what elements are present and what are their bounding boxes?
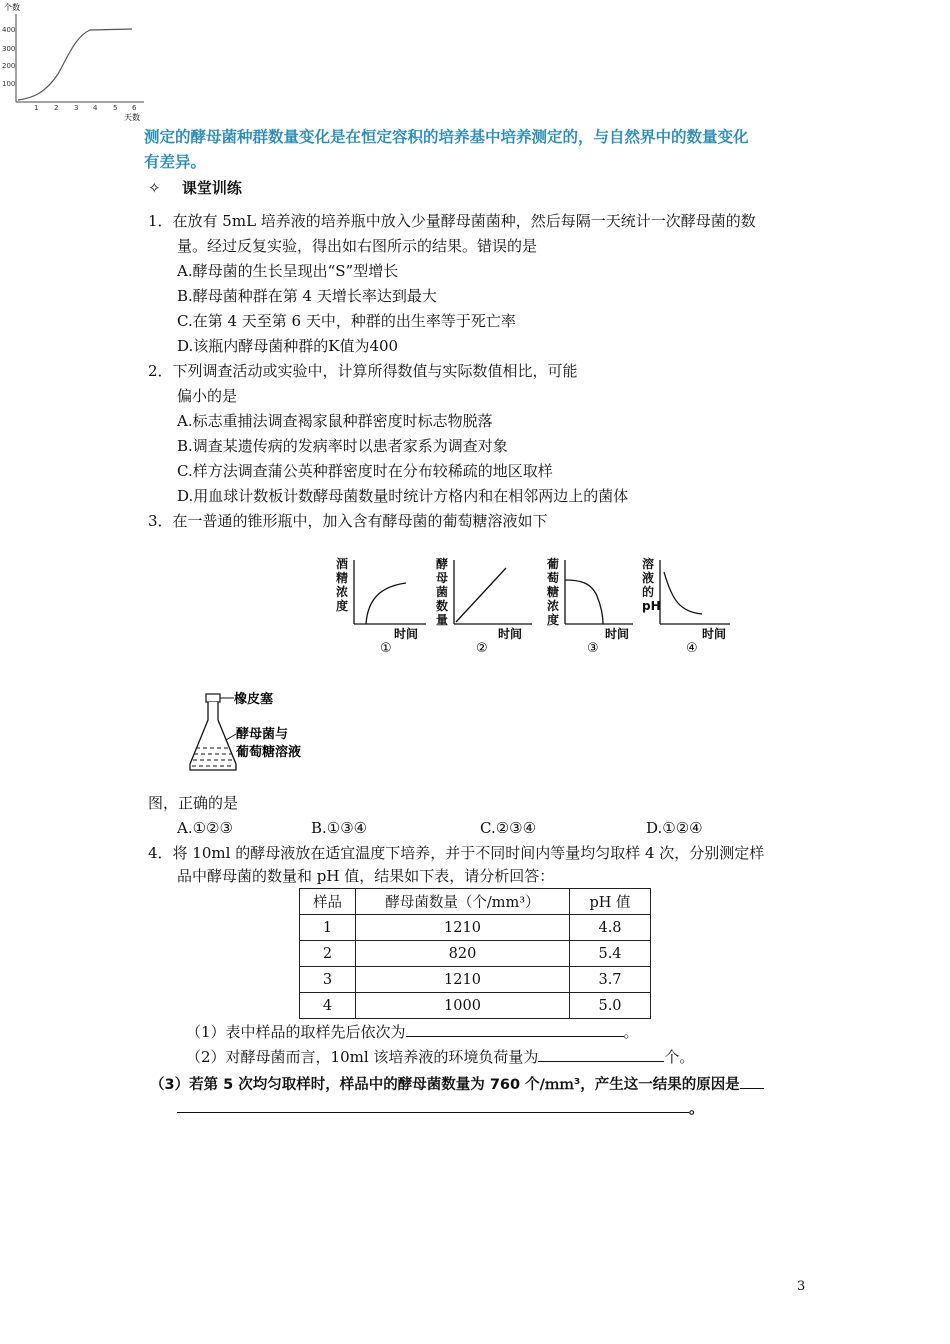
q3-option-c: C.②③④ (480, 819, 537, 837)
q3-option-a: A.①②③ (177, 819, 233, 837)
flask-diagram (186, 690, 316, 776)
svg-text:液: 液 (642, 571, 655, 585)
q3-option-d: D.①②④ (646, 819, 703, 837)
svg-text:时间: 时间 (498, 627, 523, 641)
svg-text:6: 6 (132, 104, 137, 112)
svg-text:精: 精 (336, 571, 349, 585)
q1-option-d: D.该瓶内酵母菌种群的K值为400 (177, 337, 399, 355)
svg-text:时间: 时间 (605, 627, 630, 641)
q4-sub1-end: 。 (623, 1023, 639, 1041)
top-chart-x-ticks (34, 104, 137, 112)
answer-blank-3b[interactable] (177, 1097, 689, 1113)
svg-text:酵: 酵 (436, 557, 449, 571)
q4-sub3-line2 (177, 1097, 704, 1118)
table-cell: 820 (356, 941, 570, 967)
svg-text:浓: 浓 (336, 585, 349, 599)
table-row (300, 967, 651, 993)
svg-text:4: 4 (93, 104, 98, 112)
answer-blank-1[interactable] (406, 1021, 624, 1037)
diamond-icon: ✧ (148, 179, 161, 197)
s-curve (18, 29, 132, 100)
svg-text:菌: 菌 (436, 585, 449, 599)
q4-sub2 (186, 1046, 694, 1067)
svg-text:④: ④ (686, 641, 698, 656)
table-cell: 3 (300, 967, 356, 993)
q2-option-a: A.标志重捕法调查褐家鼠种群密度时标志物脱落 (177, 412, 493, 430)
svg-text:pH: pH (642, 599, 661, 613)
top-chart-y-ticks (2, 26, 15, 88)
q2-option-d: D.用血球计数板计数酵母菌数量时统计方格内和在相邻两边上的菌体 (177, 487, 629, 505)
q4-sub3-text: （3）若第 5 次均匀取样时，样品中的酵母菌数量为 760 个/ｍｍ³，产生这一结果的原因是 (150, 1077, 740, 1093)
q4-stem-line1: 4．将 10ml 的酵母液放在适宜温度下培养，并于不同时间内等量均匀取样 4 次，分别测定样 (148, 844, 765, 862)
table-header-cell: pH 值 (570, 889, 651, 915)
svg-text:溶: 溶 (642, 557, 655, 571)
q4-sub3 (150, 1073, 764, 1095)
answer-blank-2[interactable] (538, 1046, 664, 1062)
q4-sub1 (186, 1021, 639, 1042)
q4-sub2-text: （2）对酵母菌而言，10ml 该培养液的环境负荷量为 (186, 1048, 539, 1066)
table-cell: 1210 (356, 915, 570, 941)
table-header-row (300, 889, 651, 915)
svg-text:400: 400 (2, 26, 16, 34)
svg-text:数: 数 (436, 599, 449, 613)
table-cell: 1000 (356, 993, 570, 1019)
q1-option-c: C.在第 4 天至第 6 天中，种群的出生率等于死亡率 (177, 312, 516, 330)
q3-graph-1 (332, 556, 432, 656)
q1-stem-line2: 量。经过反复实验，得出如右图所示的结果。错误的是 (177, 237, 538, 255)
svg-text:3: 3 (74, 104, 79, 112)
section-title (148, 178, 242, 198)
q4-sub1-text: （1）表中样品的取样先后依次为 (186, 1023, 406, 1041)
svg-text:酒: 酒 (336, 557, 349, 571)
svg-text:1: 1 (34, 104, 39, 112)
q3-graph-2 (432, 556, 542, 656)
table-cell: 5.0 (570, 993, 651, 1019)
q3-tail: 图，正确的是 (148, 794, 239, 812)
svg-text:③: ③ (587, 641, 599, 656)
table-row (300, 915, 651, 941)
svg-text:萄: 萄 (547, 571, 560, 585)
q1-option-b: B.酵母菌种群在第 4 天增长率达到最大 (177, 287, 437, 305)
q1-stem-line1: 1．在放有 5mL 培养液的培养瓶中放入少量酵母菌菌种，然后每隔一天统计一次酵母菌的数 (148, 212, 756, 230)
svg-text:度: 度 (547, 613, 560, 627)
q4-sub3-end: 。 (689, 1099, 705, 1117)
table-cell: 5.4 (570, 941, 651, 967)
q3-graph-4 (640, 556, 740, 656)
q4-sub2-end: 个。 (664, 1048, 695, 1066)
table-cell: 3.7 (570, 967, 651, 993)
q3-option-b: B.①③④ (311, 819, 368, 837)
svg-text:橡皮塞: 橡皮塞 (234, 692, 274, 707)
table-header-cell: 样品 (300, 889, 356, 915)
svg-text:浓: 浓 (547, 599, 560, 613)
table-header-cell: 酵母菌数量（个/mm³） (356, 889, 570, 915)
q2-option-c: C.样方法调查蒲公英种群密度时在分布较稀疏的地区取样 (177, 462, 553, 480)
q3-stem: 3．在一普通的锥形瓶中，加入含有酵母菌的葡萄糖溶液如下 (148, 512, 548, 530)
q4-stem-line2: 品中酵母菌的数量和 pH 值，结果如下表，请分析回答： (177, 867, 555, 885)
svg-text:100: 100 (2, 80, 16, 88)
svg-text:糖: 糖 (547, 585, 560, 599)
svg-text:的: 的 (642, 585, 655, 599)
q2-option-b: B.调查某遗传病的发病率时以患者家系为调查对象 (177, 437, 508, 455)
svg-text:①: ① (380, 641, 392, 656)
svg-text:300: 300 (2, 45, 16, 53)
table-cell: 4.8 (570, 915, 651, 941)
teal-note-line2: 有差异。 (144, 153, 207, 171)
top-growth-chart (0, 0, 150, 122)
answer-blank-3a[interactable] (740, 1073, 764, 1089)
table-cell: 1 (300, 915, 356, 941)
q2-stem-line2: 偏小的是 (177, 387, 238, 405)
section-title-text: 课堂训练 (181, 179, 242, 197)
svg-text:葡萄糖溶液: 葡萄糖溶液 (236, 745, 302, 760)
svg-text:时间: 时间 (394, 627, 419, 641)
svg-text:②: ② (476, 641, 488, 656)
table-cell: 2 (300, 941, 356, 967)
q1-option-a: A.酵母菌的生长呈现出“S”型增长 (177, 262, 399, 280)
svg-text:酵母菌与: 酵母菌与 (236, 727, 289, 742)
top-chart-x-label: 天数 (124, 113, 140, 122)
svg-text:量: 量 (436, 613, 449, 627)
top-chart-y-label: 个数 (4, 3, 20, 12)
table-row (300, 941, 651, 967)
svg-text:母: 母 (436, 571, 449, 585)
svg-text:200: 200 (2, 62, 16, 70)
svg-text:5: 5 (113, 104, 118, 112)
svg-text:度: 度 (336, 599, 349, 613)
q3-graph-3 (545, 556, 645, 656)
yeast-data-table (299, 888, 651, 1019)
svg-text:葡: 葡 (547, 557, 560, 571)
page-number: 3 (797, 1279, 806, 1294)
svg-text:时间: 时间 (702, 627, 727, 641)
table-row (300, 993, 651, 1019)
q2-stem-line1: 2．下列调查活动或实验中，计算所得数值与实际数值相比，可能 (148, 362, 578, 380)
teal-note-line1: 测定的酵母菌种群数量变化是在恒定容积的培养基中培养测定的，与自然界中的数量变化 (144, 128, 749, 146)
table-cell: 1210 (356, 967, 570, 993)
table-cell: 4 (300, 993, 356, 1019)
svg-text:2: 2 (54, 104, 59, 112)
